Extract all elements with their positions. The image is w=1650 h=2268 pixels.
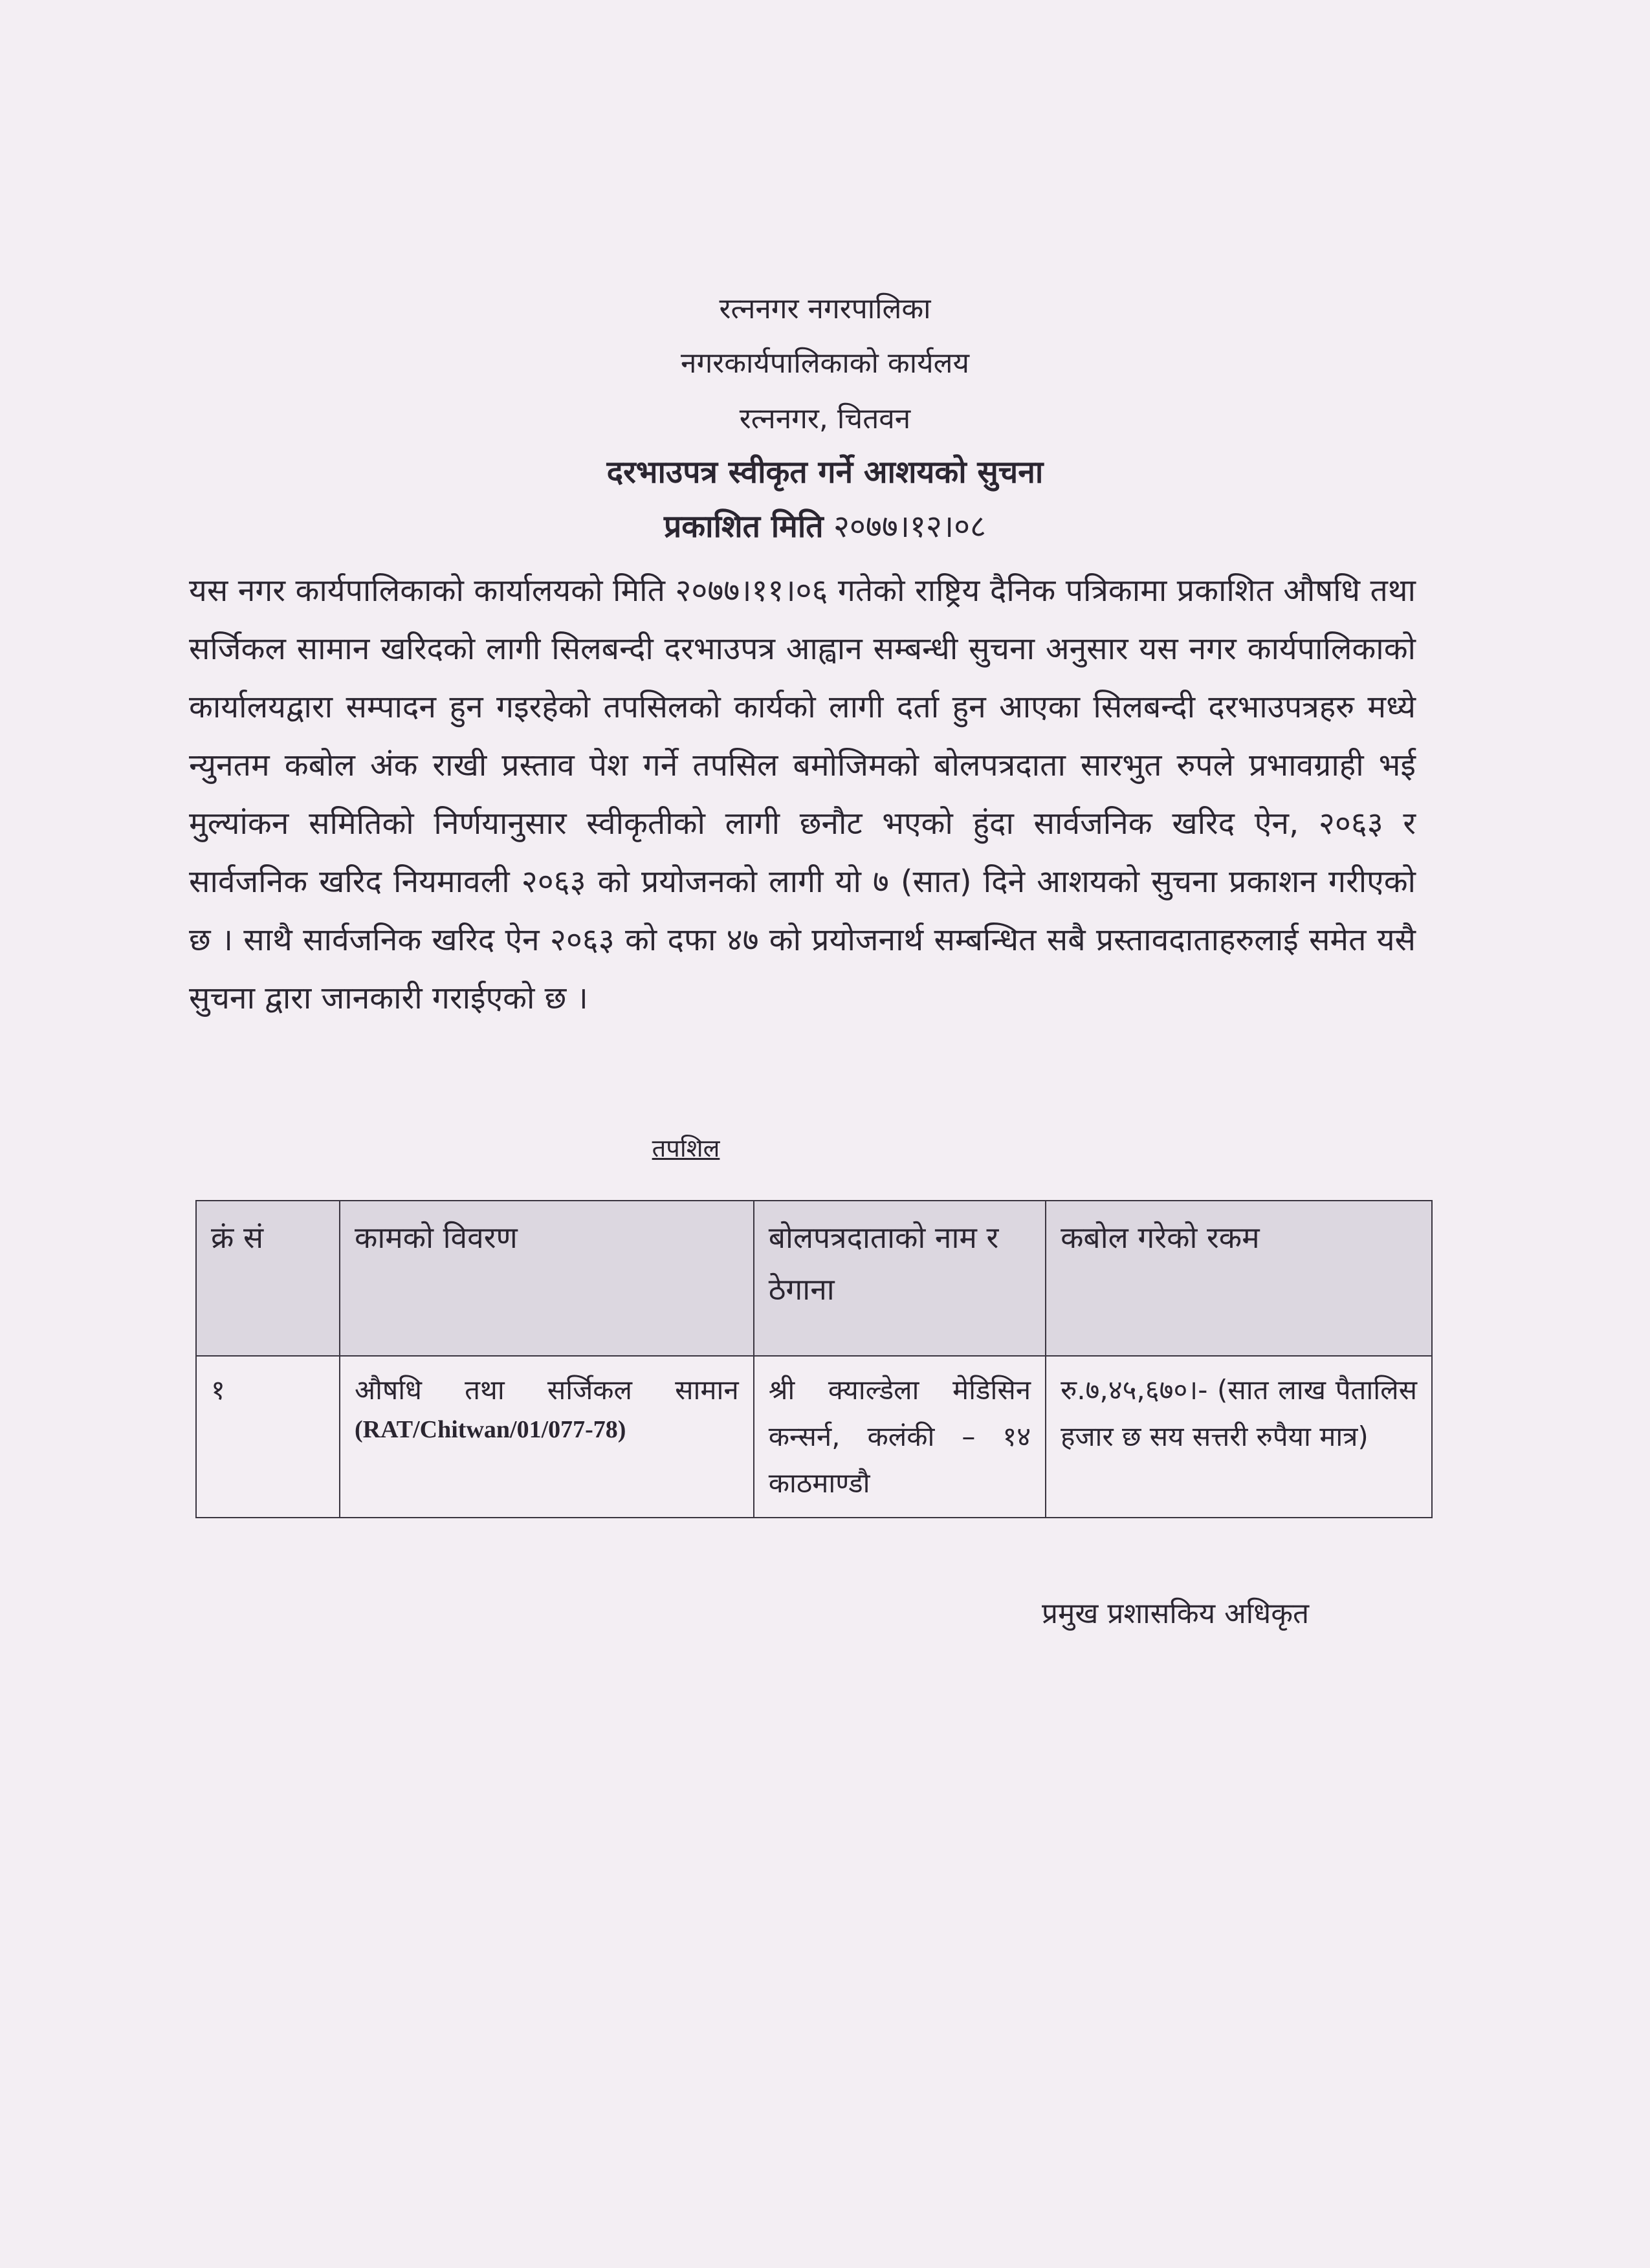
cell-work: [340, 1356, 754, 1518]
cell-amount: रु.७,४५,६७०।- (सात लाख पैतालिस हजार छ सय सत्तरी रुपैया मात्र): [1046, 1356, 1432, 1518]
table-header-row: [196, 1201, 1432, 1356]
notice-body: यस नगर कार्यपालिकाको कार्यालयको मिति २०७७।११।०६ गतेको राष्ट्रिय दैनिक पत्रिकामा प्रकाशित औषधि तथा सर्जिकल सामान खरिदको लागी सिलबन्दी दरभाउपत्र आह्वान सम्बन्धी सुचना अनुसार यस नगर कार्यपालिकाको कार्यालयद्वारा सम्पादन हुन गइरहेको तपसिलको कार्यको लागी दर्ता हुन आएका सिलबन्दी दरभाउपत्रहरु मध्ये न्युनतम कबोल अंक राखी प्रस्ताव पेश गर्ने तपसिल बमोजिमको बोलपत्रदाता सारभुत रुपले प्रभावग्राही भई मुल्यांकन समितिको निर्णयानुसार स्वीकृतीको लागी छनौट भएको हुंदा सार्वजनिक खरिद ऐन, २०६३ र सार्वजनिक खरिद नियमावली २०६३ को प्रयोजनको लागी यो ७ (सात) दिने आशयको सुचना प्रकाशन गरीएको छ । साथै सार्वजनिक खरिद ऐन २०६३ को दफा ४७ को प्रयोजनार्थ सम्बन्धित सबै प्रस्तावदाताहरुलाई समेत यसै सुचना द्वारा जानकारी गराईएको छ ।: [189, 572, 1416, 1016]
cell-bidder: श्री क्याल्डेला मेडिसिन कन्सर्न, कलंकी – १४ काठमाण्डौ: [754, 1356, 1046, 1518]
table-row: [196, 1356, 1432, 1518]
publish-date-label: प्रकाशित मिति: [663, 508, 824, 545]
column-header-work: कामको विवरण: [340, 1201, 754, 1356]
schedule-heading: तपशिल: [652, 1134, 720, 1162]
office-subtitle: नगरकार्यपालिकाको कार्यलय: [681, 347, 969, 380]
column-header-sn: क्रं सं: [196, 1201, 340, 1356]
notice-title: दरभाउपत्र स्वीकृत गर्ने आशयको सुचना: [606, 454, 1044, 490]
work-reference: (RAT/Chitwan/01/077-78): [355, 1416, 626, 1443]
publish-date: २०७७।१२।०८: [833, 508, 987, 545]
tender-table: [195, 1200, 1433, 1518]
signatory: प्रमुख प्रशासकिय अधिकृत: [1042, 1597, 1310, 1630]
office-name: रत्ननगर नगरपालिका: [719, 292, 931, 325]
column-header-bidder: बोलपत्रदाताको नाम र ठेगाना: [754, 1201, 1046, 1356]
work-description: औषधि तथा सर्जिकल सामान: [355, 1374, 739, 1406]
column-header-amount: कबोल गरेको रकम: [1046, 1201, 1432, 1356]
office-address: रत्ननगर, चितवन: [739, 402, 911, 435]
cell-sn: १: [196, 1356, 340, 1518]
publish-date-line: [0, 507, 1650, 546]
